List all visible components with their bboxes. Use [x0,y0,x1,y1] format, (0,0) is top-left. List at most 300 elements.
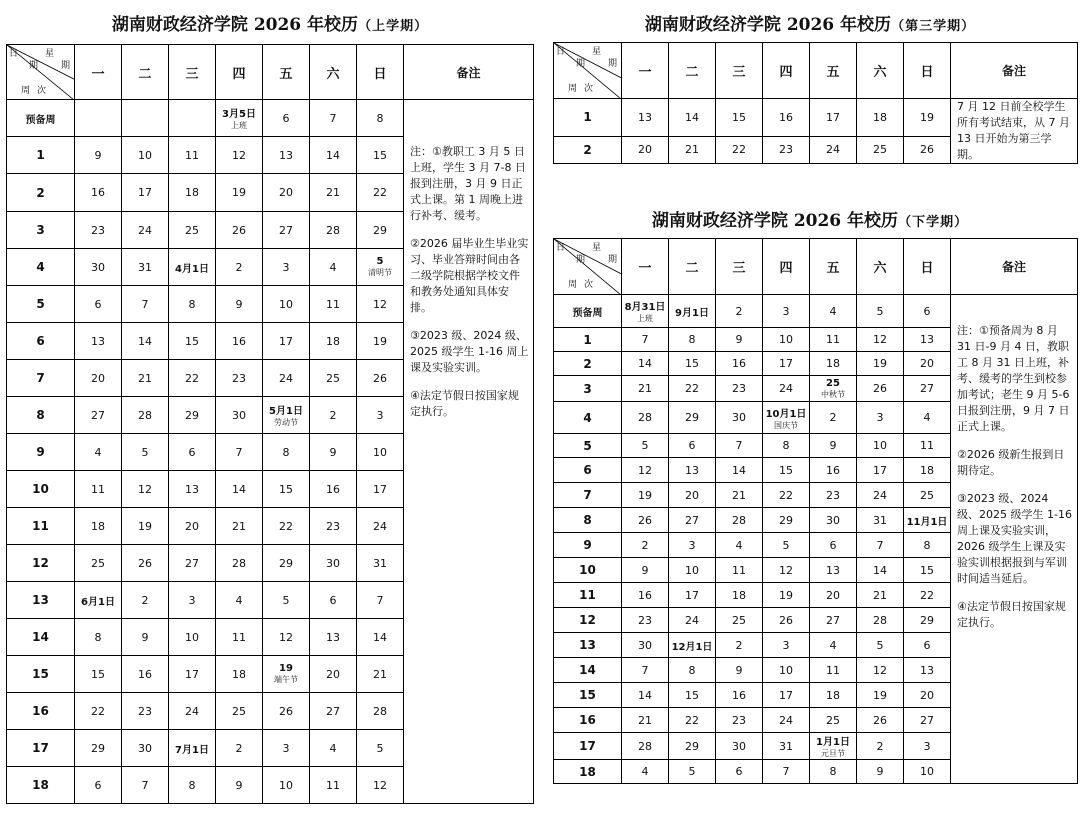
third-weekday-header: 六 [857,43,904,99]
lower-day-cell: 18 [810,352,857,376]
upper-note-header: 备注 [404,45,534,100]
upper-day-cell: 25 [310,360,357,397]
upper-day-cell: 9 [75,137,122,174]
upper-week-number: 9 [7,434,75,471]
upper-title-text: 湖南财政经济学院 2026 年校历 [111,15,359,35]
lower-day-cell: 23 [716,376,763,402]
third-corner-label-day: 日 [556,47,566,57]
upper-week-number: 16 [7,693,75,730]
upper-day-cell: 7 [216,434,263,471]
upper-day-cell: 6 [310,582,357,619]
upper-day-cell: 8 [169,767,216,804]
lower-day-cell: 17 [763,683,810,708]
lower-day-cell: 5 [857,633,904,658]
lower-day-cell: 29 [763,508,810,533]
upper-day-cell: 18 [75,508,122,545]
upper-day-cell: 14 [310,137,357,174]
upper-day-cell: 9 [310,434,357,471]
lower-day-cell: 23 [810,483,857,508]
lower-day-cell: 12 [857,328,904,352]
third-week-row [554,99,1078,137]
lower-day-cell: 24 [857,483,904,508]
lower-day-cell: 28 [716,508,763,533]
upper-day-cell [122,100,169,137]
third-day-cell: 17 [810,99,857,137]
upper-day-cell: 10 [122,137,169,174]
lower-day-cell: 7 [763,760,810,784]
lower-weekday-header: 一 [622,239,669,295]
upper-weekday-header: 三 [169,45,216,100]
upper-day-cell: 27 [75,397,122,434]
lower-day-cell: 25 [810,708,857,733]
lower-week-number: 16 [554,708,622,733]
lower-day-date: 11月1日 [906,516,948,528]
upper-day-cell: 4 [75,434,122,471]
upper-day-cell: 25 [216,693,263,730]
upper-day-cell: 6 [169,434,216,471]
lower-day-cell: 2 [622,533,669,558]
lower-day-cell: 27 [810,608,857,633]
third-day-cell: 22 [716,136,763,163]
lower-week-number: 14 [554,658,622,683]
third-day-cell: 14 [669,99,716,137]
upper-day-cell: 25 [75,545,122,582]
lower-day-cell: 25 [716,608,763,633]
upper-week-number: 2 [7,174,75,212]
lower-day-cell [763,402,810,434]
upper-day-cell: 24 [169,693,216,730]
third-day-cell: 13 [622,99,669,137]
upper-day-cell: 27 [169,545,216,582]
lower-day-cell: 16 [716,683,763,708]
lower-week-number: 17 [554,733,622,760]
lower-day-cell: 5 [857,295,904,328]
upper-day-cell: 26 [357,360,404,397]
upper-day-cell: 2 [216,730,263,767]
lower-day-date: 25 [826,377,840,389]
lower-day-cell: 6 [716,760,763,784]
lower-week-number: 15 [554,683,622,708]
lower-day-cell: 12 [763,558,810,583]
lower-day-cell: 14 [716,458,763,483]
upper-day-cell: 9 [216,286,263,323]
upper-day-cell: 7 [310,100,357,137]
upper-corner-label-xing: 星 [45,49,55,59]
upper-corner-label-day: 日 [9,49,19,59]
lower-note-paragraph: ④法定节假日按国家规定执行。 [957,600,1066,629]
upper-day-holiday: 上班 [231,121,247,130]
upper-day-date: 3月5日 [222,109,256,120]
upper-week-number: 14 [7,619,75,656]
upper-day-cell: 7 [122,286,169,323]
lower-day-cell: 18 [810,683,857,708]
lower-day-cell: 23 [716,708,763,733]
lower-day-cell: 19 [763,583,810,608]
third-day-cell: 19 [904,99,951,137]
lower-week-number: 10 [554,558,622,583]
upper-calendar-table [6,44,534,804]
lower-day-cell [669,633,716,658]
lower-week-number: 4 [554,402,622,434]
lower-corner-header [554,239,622,295]
upper-day-cell: 23 [75,212,122,249]
lower-day-holiday: 中秋节 [821,389,845,399]
lower-week-row [554,295,1078,328]
upper-day-cell: 29 [357,212,404,249]
upper-week-number: 11 [7,508,75,545]
upper-day-cell: 2 [216,249,263,286]
lower-week-number: 预备周 [554,295,622,328]
lower-corner-label-xing: 星 [592,243,602,253]
upper-day-cell: 30 [75,249,122,286]
upper-title [40,10,500,35]
lower-day-cell: 28 [622,402,669,434]
upper-day-cell: 24 [357,508,404,545]
third-day-cell: 18 [857,99,904,137]
upper-day-cell [169,730,216,767]
upper-day-cell: 23 [216,360,263,397]
third-corner-label-qi2: 期 [608,59,618,69]
upper-day-cell: 16 [310,471,357,508]
upper-day-cell: 13 [310,619,357,656]
upper-day-cell: 6 [263,100,310,137]
lower-day-cell: 31 [857,508,904,533]
upper-day-cell: 29 [263,545,310,582]
third-week-number: 1 [554,99,622,137]
lower-day-cell: 15 [669,683,716,708]
upper-day-cell: 29 [169,397,216,434]
third-term: （第三学期） [891,19,976,34]
third-corner-label-ci: 次 [584,84,594,94]
lower-day-cell: 30 [716,402,763,434]
lower-day-cell: 2 [810,402,857,434]
upper-day-cell: 22 [263,508,310,545]
lower-day-cell: 25 [904,483,951,508]
third-day-cell: 21 [669,136,716,163]
lower-week-number: 12 [554,608,622,633]
lower-day-cell: 12 [622,458,669,483]
upper-day-cell: 25 [169,212,216,249]
lower-day-cell: 7 [622,328,669,352]
upper-weekday-header: 二 [122,45,169,100]
lower-day-cell: 22 [763,483,810,508]
lower-corner-label-zhou: 周 [568,280,578,290]
lower-day-cell: 24 [669,608,716,633]
lower-day-cell: 28 [622,733,669,760]
upper-day-cell: 20 [263,174,310,212]
upper-day-cell: 9 [216,767,263,804]
lower-day-cell: 26 [763,608,810,633]
lower-day-cell: 17 [669,583,716,608]
lower-weekday-header: 六 [857,239,904,295]
upper-week-number: 18 [7,767,75,804]
upper-day-cell: 28 [310,212,357,249]
lower-day-cell: 27 [904,708,951,733]
third-day-cell: 15 [716,99,763,137]
lower-day-cell: 26 [857,708,904,733]
upper-week-number: 3 [7,212,75,249]
lower-day-cell: 11 [716,558,763,583]
lower-day-cell: 11 [810,658,857,683]
upper-day-cell: 20 [169,508,216,545]
lower-day-cell: 20 [669,483,716,508]
upper-day-cell: 10 [169,619,216,656]
upper-note-paragraph: ③2023 级、2024 级、2025 级学生 1-16 周上课及实验实训。 [410,329,529,374]
upper-term: （上学期） [358,19,429,34]
lower-day-cell: 12 [857,658,904,683]
lower-day-cell: 29 [669,733,716,760]
lower-day-cell: 18 [716,583,763,608]
lower-day-cell [810,733,857,760]
lower-day-cell: 13 [904,328,951,352]
upper-day-cell: 18 [169,174,216,212]
upper-day-cell: 4 [310,249,357,286]
upper-day-cell: 13 [75,323,122,360]
lower-week-number: 8 [554,508,622,533]
upper-day-cell: 15 [75,656,122,693]
upper-day-date: 19 [279,663,293,674]
upper-day-cell: 11 [75,471,122,508]
upper-day-cell: 26 [216,212,263,249]
lower-day-cell: 30 [716,733,763,760]
upper-day-cell: 7 [122,767,169,804]
third-week-number: 2 [554,136,622,163]
lower-day-cell: 19 [857,352,904,376]
third-corner-header [554,43,622,99]
upper-day-cell: 15 [263,471,310,508]
upper-day-cell: 21 [216,508,263,545]
upper-corner-label-ci: 次 [37,86,47,96]
lower-day-cell: 24 [763,376,810,402]
upper-day-cell: 8 [263,434,310,471]
lower-day-cell: 18 [904,458,951,483]
lower-day-cell [622,295,669,328]
upper-day-cell: 16 [122,656,169,693]
lower-day-cell: 21 [622,376,669,402]
lower-day-cell: 20 [904,683,951,708]
upper-day-cell: 12 [357,767,404,804]
lower-day-cell: 2 [857,733,904,760]
upper-day-cell: 28 [216,545,263,582]
upper-day-cell [75,582,122,619]
third-corner-label-qi1: 期 [576,59,586,69]
upper-week-number: 预备周 [7,100,75,137]
upper-day-cell: 19 [122,508,169,545]
upper-day-cell: 2 [310,397,357,434]
upper-week-number: 1 [7,137,75,174]
lower-day-cell: 10 [904,760,951,784]
upper-day-cell: 30 [122,730,169,767]
upper-day-cell: 28 [122,397,169,434]
lower-weekday-header: 日 [904,239,951,295]
upper-day-cell: 13 [169,471,216,508]
lower-day-cell [904,508,951,533]
upper-note-paragraph: ④法定节假日按国家规定执行。 [410,389,519,418]
upper-day-cell: 23 [122,693,169,730]
lower-day-cell: 8 [669,328,716,352]
lower-day-cell: 21 [716,483,763,508]
lower-day-cell: 21 [622,708,669,733]
upper-day-cell: 13 [263,137,310,174]
upper-day-cell: 3 [263,249,310,286]
third-note-header: 备注 [951,43,1078,99]
upper-day-cell: 15 [169,323,216,360]
third-title [580,10,1040,35]
lower-day-cell: 3 [669,533,716,558]
upper-day-cell: 2 [122,582,169,619]
lower-day-cell: 26 [622,508,669,533]
lower-day-cell: 5 [669,760,716,784]
upper-day-cell: 6 [75,286,122,323]
third-weekday-header: 日 [904,43,951,99]
upper-day-cell: 9 [122,619,169,656]
lower-day-cell: 10 [763,658,810,683]
upper-day-cell: 12 [122,471,169,508]
upper-day-cell: 31 [357,545,404,582]
lower-day-cell: 3 [857,402,904,434]
upper-corner-label-zhou: 周 [21,86,31,96]
upper-day-cell: 23 [310,508,357,545]
lower-day-cell: 9 [810,434,857,458]
lower-day-cell [669,295,716,328]
upper-week-number: 12 [7,545,75,582]
upper-day-date: 5月1日 [269,406,303,417]
lower-day-cell: 19 [857,683,904,708]
lower-title-text: 湖南财政经济学院 2026 年校历 [651,211,899,231]
lower-day-cell: 4 [904,402,951,434]
lower-day-cell: 15 [763,458,810,483]
lower-day-cell [810,376,857,402]
upper-day-cell [169,100,216,137]
lower-day-cell: 11 [810,328,857,352]
lower-day-cell: 20 [904,352,951,376]
lower-week-number: 2 [554,352,622,376]
third-calendar-table [553,42,1078,164]
third-weekday-header: 二 [669,43,716,99]
lower-day-cell: 21 [857,583,904,608]
lower-term: （下学期） [898,215,969,230]
lower-day-cell: 29 [904,608,951,633]
lower-day-cell: 14 [857,558,904,583]
upper-day-cell: 19 [357,323,404,360]
lower-day-cell: 13 [669,458,716,483]
lower-day-cell: 17 [763,352,810,376]
third-day-cell: 16 [763,99,810,137]
lower-day-cell: 28 [857,608,904,633]
lower-day-date: 1月1日 [816,737,850,748]
lower-day-cell: 27 [669,508,716,533]
upper-day-cell: 26 [122,545,169,582]
lower-day-cell: 3 [904,733,951,760]
upper-day-cell: 11 [310,767,357,804]
lower-day-date: 12月1日 [671,641,713,653]
lower-day-cell: 16 [810,458,857,483]
upper-day-cell: 21 [122,360,169,397]
lower-week-number: 11 [554,583,622,608]
third-day-cell: 24 [810,136,857,163]
third-day-cell: 26 [904,136,951,163]
upper-day-cell: 3 [357,397,404,434]
lower-weekday-header: 三 [716,239,763,295]
lower-day-cell: 8 [669,658,716,683]
lower-day-cell: 7 [716,434,763,458]
lower-day-date: 9月1日 [675,307,709,319]
upper-day-holiday: 清明节 [368,268,392,277]
upper-day-date: 4月1日 [175,263,209,275]
upper-week-number: 5 [7,286,75,323]
lower-day-cell: 3 [763,633,810,658]
lower-day-cell: 5 [763,533,810,558]
third-weekday-header: 五 [810,43,857,99]
lower-corner-label-ci: 次 [584,280,594,290]
lower-day-cell: 29 [669,402,716,434]
lower-notes-cell [951,295,1078,784]
upper-weekday-header: 四 [216,45,263,100]
upper-week-number: 15 [7,656,75,693]
lower-day-cell: 2 [716,295,763,328]
lower-note-paragraph: 注：①预备周为 8 月 31 日-9 月 4 日，教职工 8 月 31 日上班，补考、缓考的学生到校参加考试；老生 9 月 5-6 日报到注册，9 月 7 日正式上课。 [957,324,1070,433]
upper-day-holiday: 劳动节 [274,418,298,427]
upper-day-cell: 27 [263,212,310,249]
lower-day-cell: 30 [810,508,857,533]
lower-day-cell: 7 [857,533,904,558]
lower-day-cell: 27 [904,376,951,402]
upper-week-number: 10 [7,471,75,508]
lower-day-cell: 2 [716,633,763,658]
upper-day-cell: 8 [357,100,404,137]
lower-day-cell: 15 [904,558,951,583]
upper-day-cell: 12 [216,137,263,174]
lower-note-header: 备注 [951,239,1078,295]
third-corner-label-xing: 星 [592,47,602,57]
lower-day-cell: 15 [669,352,716,376]
lower-day-cell: 8 [904,533,951,558]
lower-day-cell: 7 [622,658,669,683]
lower-day-cell: 19 [622,483,669,508]
lower-day-cell: 14 [622,352,669,376]
upper-day-cell: 12 [263,619,310,656]
lower-day-cell: 10 [857,434,904,458]
lower-corner-label-day: 日 [556,243,566,253]
lower-day-holiday: 国庆节 [774,420,798,430]
lower-day-cell: 4 [810,295,857,328]
upper-day-cell: 17 [357,471,404,508]
upper-day-cell: 4 [216,582,263,619]
lower-day-holiday: 元旦节 [821,749,845,758]
upper-day-cell: 27 [310,693,357,730]
upper-day-cell: 18 [310,323,357,360]
lower-day-cell: 13 [904,658,951,683]
upper-day-cell: 5 [357,730,404,767]
lower-day-cell: 23 [622,608,669,633]
upper-day-cell: 20 [75,360,122,397]
upper-day-holiday: 端午节 [274,675,298,684]
upper-day-cell [263,656,310,693]
upper-day-cell: 17 [263,323,310,360]
upper-corner-header [7,45,75,100]
upper-day-cell [357,249,404,286]
upper-day-cell: 24 [263,360,310,397]
lower-day-cell: 17 [857,458,904,483]
upper-weekday-header: 五 [263,45,310,100]
lower-day-cell: 24 [763,708,810,733]
upper-day-cell: 22 [75,693,122,730]
third-day-cell: 20 [622,136,669,163]
upper-day-cell: 22 [169,360,216,397]
upper-day-cell: 30 [310,545,357,582]
third-day-cell: 25 [857,136,904,163]
upper-day-cell: 8 [169,286,216,323]
